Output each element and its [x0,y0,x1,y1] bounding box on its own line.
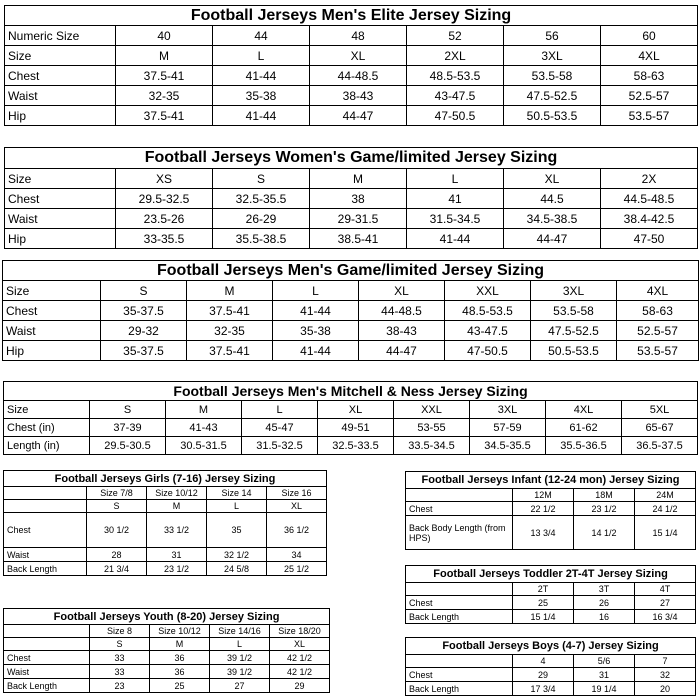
row-label: Back Length [4,562,87,576]
table-cell: 47-50 [601,229,698,249]
table-cell: S [90,638,150,651]
table-cell: 53-55 [394,419,470,437]
table-cell: 4 [513,655,574,668]
row-label [406,583,513,596]
table-cell: 26 [574,596,635,610]
table-cell: 36.5-37.5 [622,437,698,455]
table-cell: 26-29 [213,209,310,229]
table-cell: 18M [574,489,635,502]
table-cell: 49-51 [318,419,394,437]
table-title: Football Jerseys Girls (7-16) Jersey Sizing [4,471,327,487]
table-cell: 29.5-32.5 [116,189,213,209]
table-cell: 4XL [546,401,622,419]
table-row [406,596,696,610]
table-cell: 53.5-58 [504,66,601,86]
table-cell: 42 1/2 [270,651,330,665]
table-cell: 37-39 [90,419,166,437]
table-row [4,548,327,562]
table-cell: L [210,638,270,651]
table-cell: 41-44 [273,341,359,361]
mens-elite-sizing-table [4,5,698,126]
table-cell: 45-47 [242,419,318,437]
row-label: Size [5,46,116,66]
table-cell: 21 3/4 [87,562,147,576]
table-cell: XL [267,500,327,513]
table-cell: 47.5-52.5 [504,86,601,106]
table-cell: 50.5-53.5 [504,106,601,126]
table-cell: 44.5 [504,189,601,209]
table-cell: 37.5-41 [116,66,213,86]
table-cell: 34.5-38.5 [504,209,601,229]
table-cell: 35-38 [213,86,310,106]
row-label: Chest [4,651,90,665]
table-row [5,209,698,229]
table-cell: 44-47 [504,229,601,249]
table-cell: S [101,281,187,301]
table-cell: M [166,401,242,419]
table-cell: 37.5-41 [187,301,273,321]
table-row [4,419,698,437]
table-cell: 25 [513,596,574,610]
table-cell: 43-47.5 [407,86,504,106]
table-row [4,638,330,651]
table-row [406,610,696,624]
row-label: Hip [5,106,116,126]
table-row [3,301,699,321]
table-cell: 44-48.5 [359,301,445,321]
table-cell: 27 [210,679,270,693]
table-cell: 29.5-30.5 [90,437,166,455]
table-cell: 3XL [531,281,617,301]
table-row [5,106,698,126]
table-cell: 44-47 [359,341,445,361]
table-cell: 29 [270,679,330,693]
table-cell: 29 [513,668,574,682]
table-row [4,500,327,513]
table-row [4,679,330,693]
table-cell: L [273,281,359,301]
table-cell: 4T [635,583,696,596]
table-title: Football Jerseys Youth (8-20) Jersey Sizing [4,609,330,625]
table-title: Football Jerseys Women's Game/limited Jersey Sizing [5,148,698,169]
table-cell: 61-62 [546,419,622,437]
mens-mitchell-ness-sizing-table [3,381,698,455]
table-cell: 60 [601,26,698,46]
table-cell: 38 [310,189,407,209]
table-cell: 30.5-31.5 [166,437,242,455]
table-cell: 53.5-57 [617,341,699,361]
table-cell: 39 1/2 [210,651,270,665]
table-cell: 23 1/2 [147,562,207,576]
table-cell: 24M [635,489,696,502]
table-cell: 31.5-32.5 [242,437,318,455]
table-title: Football Jerseys Toddler 2T-4T Jersey Sizing [406,566,696,583]
mens-game-limited-sizing-table [2,260,699,361]
table-cell: 44 [213,26,310,46]
table-cell: 34 [267,548,327,562]
table-cell: 52 [407,26,504,46]
table-cell: 4XL [601,46,698,66]
table-cell: 31 [147,548,207,562]
row-label [406,489,513,502]
table-row [5,46,698,66]
table-cell: XL [359,281,445,301]
table-row [406,502,696,516]
table-cell: 3XL [470,401,546,419]
table-cell: 57-59 [470,419,546,437]
table-cell: 3T [574,583,635,596]
table-row [4,625,330,638]
table-row [406,682,696,696]
table-cell: 12M [513,489,574,502]
row-label: Back Length [4,679,90,693]
table-title: Football Jerseys Boys (4-7) Jersey Sizing [406,638,696,655]
table-cell: 24 1/2 [635,502,696,516]
table-cell: 2X [601,169,698,189]
table-row [4,487,327,500]
row-label: Size [3,281,101,301]
table-cell: 30 1/2 [87,513,147,548]
table-cell: 14 1/2 [574,516,635,550]
table-cell: 40 [116,26,213,46]
table-cell: 56 [504,26,601,46]
table-cell: 15 1/4 [635,516,696,550]
row-label: Waist [5,209,116,229]
table-cell: 19 1/4 [574,682,635,696]
table-row [406,668,696,682]
row-label: Hip [3,341,101,361]
table-cell: 35.5-36.5 [546,437,622,455]
table-cell: 22 1/2 [513,502,574,516]
table-title: Football Jerseys Men's Game/limited Jersey Sizing [3,261,699,281]
table-cell: 36 1/2 [267,513,327,548]
table-row [406,583,696,596]
table-cell: 29-32 [101,321,187,341]
row-label [4,487,87,500]
table-cell: 32-35 [187,321,273,341]
table-cell: 52.5-57 [617,321,699,341]
table-cell: 35-38 [273,321,359,341]
table-cell: 48.5-53.5 [407,66,504,86]
youth-sizing-table [3,608,330,693]
table-cell: XL [270,638,330,651]
table-cell: 5XL [622,401,698,419]
table-cell: XL [504,169,601,189]
row-label: Chest [406,502,513,516]
table-cell: L [207,500,267,513]
table-title: Football Jerseys Men's Mitchell & Ness Jersey Sizing [4,382,698,401]
table-cell: 41-44 [213,66,310,86]
table-cell: 25 1/2 [267,562,327,576]
table-cell: 37.5-41 [116,106,213,126]
table-cell: 58-63 [617,301,699,321]
table-cell: 29-31.5 [310,209,407,229]
row-label: Waist [4,665,90,679]
infant-sizing-table [405,471,696,550]
table-row [4,513,327,548]
row-label: Back Length [406,682,513,696]
table-cell: M [147,500,207,513]
table-cell: S [87,500,147,513]
table-cell: Size 18/20 [270,625,330,638]
table-row [3,281,699,301]
table-row [5,169,698,189]
table-cell: 2T [513,583,574,596]
table-cell: S [90,401,166,419]
table-cell: 53.5-58 [531,301,617,321]
table-cell: 31 [574,668,635,682]
table-cell: 4XL [617,281,699,301]
table-cell: 32 1/2 [207,548,267,562]
table-cell: 27 [635,596,696,610]
table-cell: M [116,46,213,66]
table-row [5,66,698,86]
table-cell: Size 10/12 [147,487,207,500]
table-cell: 48.5-53.5 [445,301,531,321]
boys-sizing-table [405,637,696,696]
table-cell: 44-48.5 [310,66,407,86]
table-cell: Size 10/12 [150,625,210,638]
table-cell: 41-44 [213,106,310,126]
table-cell: 16 [574,610,635,624]
row-label: Back Body Length (from HPS) [406,516,513,550]
table-cell: 65-67 [622,419,698,437]
table-cell: 41-44 [407,229,504,249]
table-cell: XXL [394,401,470,419]
table-cell: M [310,169,407,189]
table-cell: 23 1/2 [574,502,635,516]
row-label: Chest [406,596,513,610]
row-label: Chest [4,513,87,548]
girls-sizing-table [3,470,327,576]
table-cell: Size 8 [90,625,150,638]
row-label: Chest [3,301,101,321]
table-cell: 47-50.5 [407,106,504,126]
table-cell: L [407,169,504,189]
row-label: Chest [5,189,116,209]
table-cell: 36 [150,665,210,679]
table-cell: 36 [150,651,210,665]
row-label: Size [5,169,116,189]
table-row [3,321,699,341]
table-row [406,489,696,502]
row-label: Waist [4,548,87,562]
table-row [3,341,699,361]
row-label: Chest [406,668,513,682]
table-row [5,189,698,209]
table-cell: 44-47 [310,106,407,126]
toddler-sizing-table [405,565,696,624]
table-row [4,651,330,665]
row-label: Size [4,401,90,419]
table-cell: 23.5-26 [116,209,213,229]
table-row [406,655,696,668]
table-cell: 35-37.5 [101,341,187,361]
table-cell: 33 1/2 [147,513,207,548]
table-cell: XXL [445,281,531,301]
table-cell: 41-43 [166,419,242,437]
table-cell: 7 [635,655,696,668]
table-cell: 39 1/2 [210,665,270,679]
table-row [5,26,698,46]
row-label: Numeric Size [5,26,116,46]
table-cell: 58-63 [601,66,698,86]
table-row [5,86,698,106]
table-row [4,437,698,455]
table-cell: 38-43 [310,86,407,106]
table-cell: 23 [90,679,150,693]
row-label [4,638,90,651]
table-cell: 44.5-48.5 [601,189,698,209]
table-cell: 33 [90,651,150,665]
table-cell: 35-37.5 [101,301,187,321]
table-title: Football Jerseys Infant (12-24 mon) Jersey Sizing [406,472,696,489]
table-cell: 31.5-34.5 [407,209,504,229]
table-cell: 43-47.5 [445,321,531,341]
table-cell: 37.5-41 [187,341,273,361]
row-label [4,500,87,513]
row-label: Waist [3,321,101,341]
table-cell: 15 1/4 [513,610,574,624]
table-cell: L [242,401,318,419]
table-cell: M [150,638,210,651]
table-row [5,229,698,249]
table-row [4,665,330,679]
table-cell: 33.5-34.5 [394,437,470,455]
row-label: Waist [5,86,116,106]
table-cell: 32.5-35.5 [213,189,310,209]
table-cell: Size 7/8 [87,487,147,500]
row-label: Length (in) [4,437,90,455]
table-cell: 32.5-33.5 [318,437,394,455]
table-cell: Size 14/16 [210,625,270,638]
table-cell: 28 [87,548,147,562]
table-row [406,516,696,550]
table-cell: Size 14 [207,487,267,500]
table-cell: 24 5/8 [207,562,267,576]
table-cell: 50.5-53.5 [531,341,617,361]
table-title: Football Jerseys Men's Elite Jersey Sizing [5,6,698,26]
table-cell: 53.5-57 [601,106,698,126]
table-row [4,401,698,419]
table-cell: 16 3/4 [635,610,696,624]
table-cell: 3XL [504,46,601,66]
row-label: Chest [5,66,116,86]
womens-game-limited-sizing-table [4,147,698,249]
table-cell: 20 [635,682,696,696]
table-cell: L [213,46,310,66]
table-cell: 32-35 [116,86,213,106]
table-cell: Size 16 [267,487,327,500]
table-cell: S [213,169,310,189]
table-cell: 47-50.5 [445,341,531,361]
table-cell: 52.5-57 [601,86,698,106]
table-cell: 38.4-42.5 [601,209,698,229]
row-label [4,625,90,638]
row-label: Hip [5,229,116,249]
table-cell: 34.5-35.5 [470,437,546,455]
table-cell: 33 [90,665,150,679]
table-cell: 13 3/4 [513,516,574,550]
table-cell: 25 [150,679,210,693]
table-cell: XS [116,169,213,189]
table-cell: M [187,281,273,301]
table-cell: 38-43 [359,321,445,341]
row-label [406,655,513,668]
table-cell: 2XL [407,46,504,66]
table-cell: 32 [635,668,696,682]
table-cell: 48 [310,26,407,46]
table-cell: 38.5-41 [310,229,407,249]
table-cell: 33-35.5 [116,229,213,249]
table-cell: 35.5-38.5 [213,229,310,249]
table-cell: 17 3/4 [513,682,574,696]
table-cell: XL [310,46,407,66]
row-label: Back Length [406,610,513,624]
table-cell: 35 [207,513,267,548]
table-cell: 47.5-52.5 [531,321,617,341]
row-label: Chest (in) [4,419,90,437]
table-cell: 41-44 [273,301,359,321]
table-cell: 41 [407,189,504,209]
table-cell: 5/6 [574,655,635,668]
table-cell: XL [318,401,394,419]
table-row [4,562,327,576]
table-cell: 42 1/2 [270,665,330,679]
